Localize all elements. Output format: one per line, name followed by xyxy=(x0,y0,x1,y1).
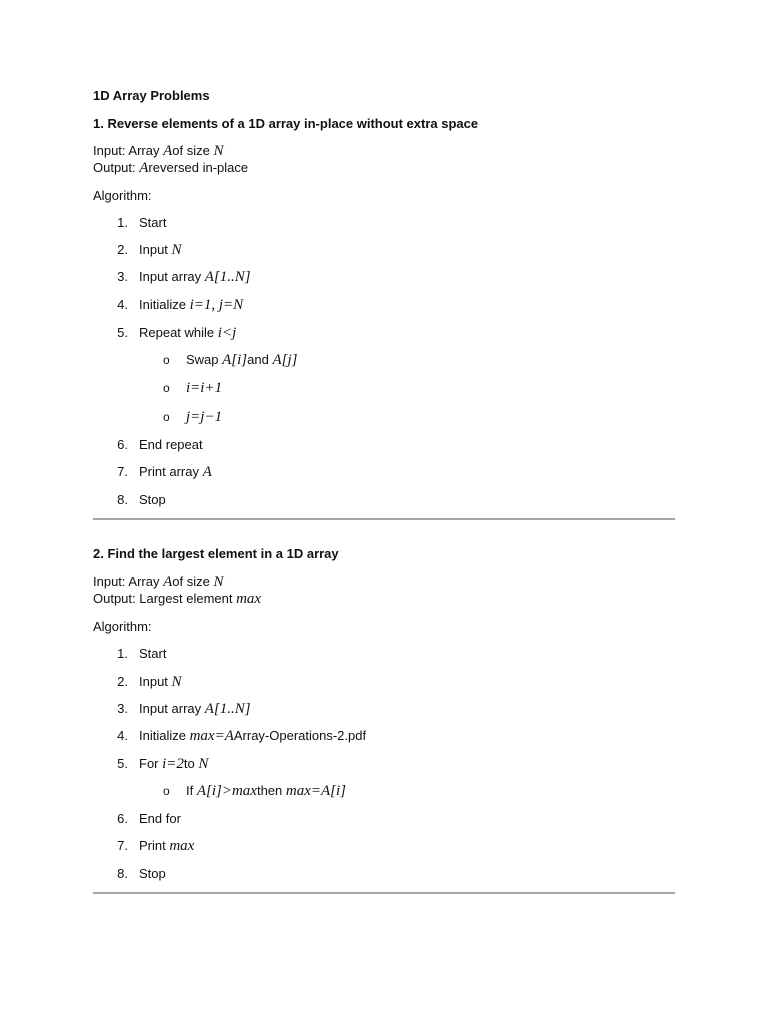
step-number: 7. xyxy=(117,838,128,853)
step-text: Input array xyxy=(139,269,205,284)
input-label: Input: Array xyxy=(93,574,164,589)
step-text: Stop xyxy=(139,492,166,507)
section2-input-line xyxy=(93,574,223,590)
step-text-tail: to xyxy=(183,756,199,771)
step-text: Initialize xyxy=(139,728,190,743)
substep-text: Swap xyxy=(186,352,223,367)
step-math: i=1, j=N xyxy=(189,297,244,313)
step-text: Start xyxy=(139,215,167,230)
step-text: Repeat while xyxy=(139,325,218,340)
step-math: max=A xyxy=(189,728,234,744)
step-text: Input xyxy=(139,674,172,689)
substep-text: If xyxy=(186,783,197,798)
step-number: 2. xyxy=(117,242,128,257)
step-text: End for xyxy=(139,811,181,826)
step-math: max xyxy=(169,838,195,854)
substep-math: A[i]>max xyxy=(196,783,257,799)
math-N: N xyxy=(213,574,224,590)
substep-math: i=i+1 xyxy=(186,380,223,396)
section-divider xyxy=(93,518,675,520)
input-mid: of size xyxy=(172,574,214,589)
section2-output-line xyxy=(93,591,261,607)
document-title: 1D Array Problems xyxy=(93,88,210,103)
math-A: A xyxy=(139,160,149,176)
step-math: A[1..N] xyxy=(204,701,251,717)
step-text: Stop xyxy=(139,866,166,881)
step-text: For xyxy=(139,756,163,771)
step-math: i<j xyxy=(217,325,237,341)
step-number: 1. xyxy=(117,646,128,661)
math-A: A xyxy=(163,143,173,159)
bullet-marker: o xyxy=(163,353,170,367)
step-math: N xyxy=(171,242,182,258)
step-math: i=2 xyxy=(162,756,184,772)
output-rest: reversed in-place xyxy=(148,160,249,175)
output-label: Output: xyxy=(93,160,140,175)
step-number: 6. xyxy=(117,811,128,826)
section1-output-line xyxy=(93,160,248,176)
substep-math: A[i] xyxy=(222,352,248,368)
substep-text: and xyxy=(247,352,273,367)
section1-heading: 1. Reverse elements of a 1D array in-place without extra space xyxy=(93,116,479,131)
step-number: 8. xyxy=(117,866,128,881)
section1-algorithm-label: Algorithm: xyxy=(93,188,152,203)
step-text: End repeat xyxy=(139,437,203,452)
step-number: 6. xyxy=(117,437,128,452)
step-number: 2. xyxy=(117,674,128,689)
step-math: A[1..N] xyxy=(204,269,251,285)
step-number: 5. xyxy=(117,325,128,340)
section2-heading: 2. Find the largest element in a 1D array xyxy=(93,546,339,561)
section1-input-line xyxy=(93,143,223,159)
step-text: Input array xyxy=(139,701,205,716)
section-divider xyxy=(93,892,675,894)
step-text: Print xyxy=(139,838,170,853)
math-A: A xyxy=(163,574,173,590)
step-math: N xyxy=(171,674,182,690)
step-text: Print array xyxy=(139,464,203,479)
step-number: 1. xyxy=(117,215,128,230)
step-text: Input xyxy=(139,242,172,257)
step-number: 4. xyxy=(117,728,128,743)
step-text-tail: Array-Operations-2.pdf xyxy=(233,728,367,743)
step-math: A xyxy=(202,464,212,480)
output-label: Output: Largest element xyxy=(93,591,237,606)
step-number: 8. xyxy=(117,492,128,507)
step-number: 7. xyxy=(117,464,128,479)
section2-algorithm-label: Algorithm: xyxy=(93,619,152,634)
input-label: Input: Array xyxy=(93,143,164,158)
step-number: 3. xyxy=(117,701,128,716)
substep-math: max=A[i] xyxy=(285,783,347,799)
step-number: 5. xyxy=(117,756,128,771)
bullet-marker: o xyxy=(163,784,170,798)
bullet-marker: o xyxy=(163,410,170,424)
substep-math: j=j−1 xyxy=(186,409,223,425)
step-text: Initialize xyxy=(139,297,190,312)
substep-math: A[j] xyxy=(272,352,298,368)
input-mid: of size xyxy=(172,143,214,158)
math-max: max xyxy=(236,591,262,607)
step-number: 4. xyxy=(117,297,128,312)
substep-text: then xyxy=(256,783,286,798)
bullet-marker: o xyxy=(163,381,170,395)
step-text: Start xyxy=(139,646,167,661)
step-number: 3. xyxy=(117,269,128,284)
math-N: N xyxy=(213,143,224,159)
step-math: N xyxy=(198,756,209,772)
